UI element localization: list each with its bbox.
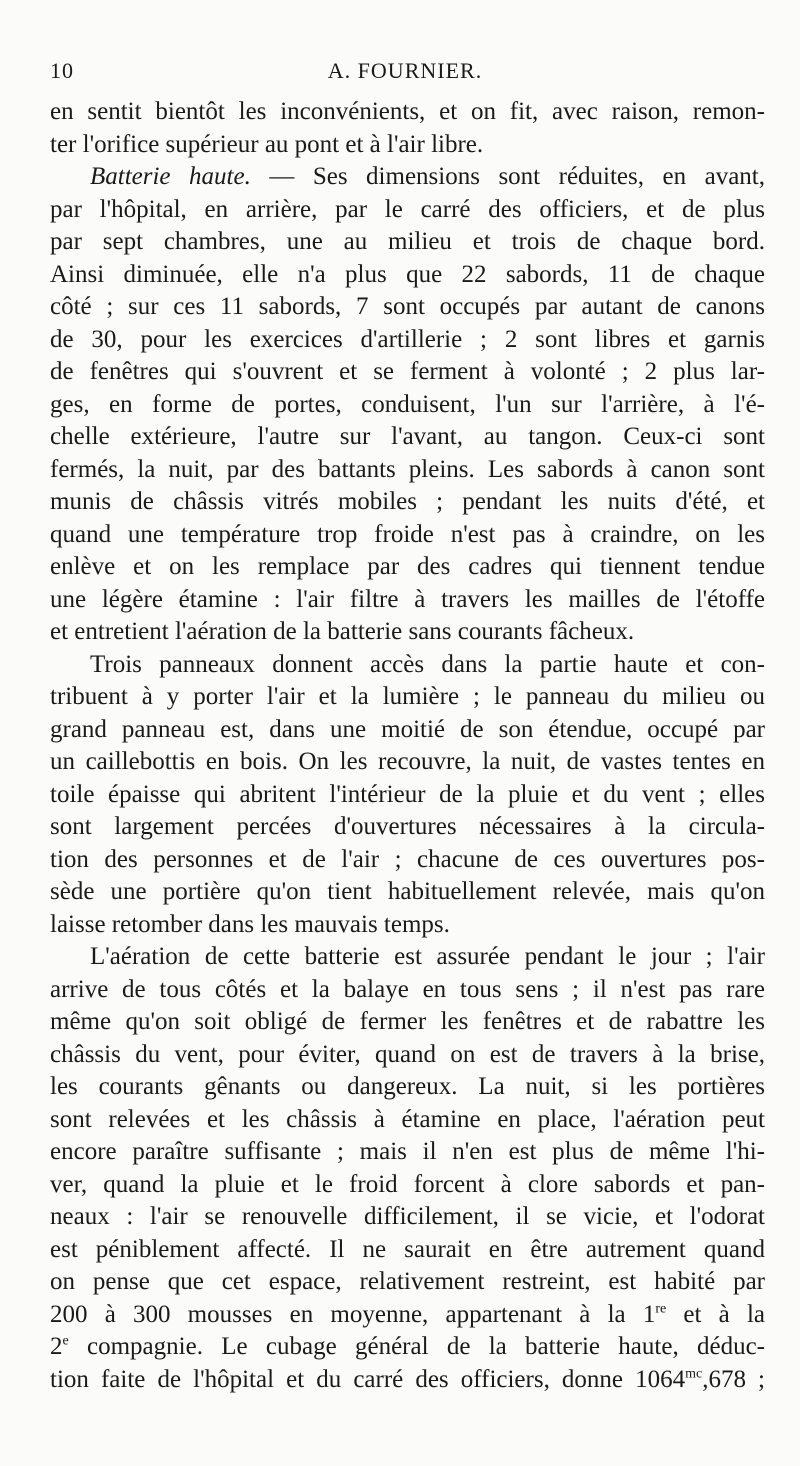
text-line: Trois panneaux donnent accès dans la partie haute et con- <box>90 650 765 678</box>
page-header <box>50 58 760 88</box>
text-line: ges, en forme de portes, conduisent, l'un sur l'arrière, à l'é- <box>50 390 765 418</box>
running-title: A. FOURNIER. <box>327 58 483 83</box>
text-line: munis de châssis vitrés mobiles ; pendant les nuits d'été, et <box>50 488 765 515</box>
unit-superscript: mc <box>685 1366 703 1382</box>
text-line: et entretient l'aération de la batterie sans courants fâcheux. <box>50 618 635 645</box>
text-line: un caillebottis en bois. On les recouvre, la nuit, de vastes tentes en <box>50 748 765 775</box>
text-line: est péniblement affecté. Il ne saurait en être autrement quand <box>50 1235 765 1263</box>
text-line: on pense que cet espace, relativement restreint, est habité par <box>50 1268 765 1295</box>
text-line: neaux : l'air se renouvelle difficilement, il se vicie, et l'odorat <box>50 1203 765 1230</box>
text-line: ver, quand la pluie et le froid forcent à clore sabords et pan- <box>50 1170 765 1198</box>
text-line: enlève et on les remplace par des cadres qui tiennent tendue <box>50 553 765 580</box>
text-line: toile épaisse qui abritent l'intérieur de la pluie et du vent ; elles <box>50 780 765 808</box>
text-line: encore paraître suffisante ; mais il n'en est plus de même l'hi- <box>50 1138 765 1165</box>
text-line: côté ; sur ces 11 sabords, 7 sont occupés par autant de canons <box>50 293 765 320</box>
ordinal-superscript: e <box>62 1333 69 1349</box>
text-line: par l'hôpital, en arrière, par le carré des officiers, et de plus <box>50 195 765 223</box>
text-line: tion des personnes et de l'air ; chacune de ces ouvertures pos- <box>50 845 765 873</box>
text-line: tribuent à y porter l'air et la lumière ; le panneau du milieu ou <box>50 683 765 710</box>
text-line <box>50 1299 765 1332</box>
text-line: sont relevées et les châssis à étamine en place, l'aération peut <box>50 1105 765 1133</box>
text-line: une légère étamine : l'air filtre à travers les mailles de l'étoffe <box>50 585 765 613</box>
text-segment: compagnie. Le cubage général de la batterie haute, déduc- <box>68 1333 765 1360</box>
text-line: fermés, la nuit, par des battants pleins. Les sabords à canon sont <box>50 455 765 483</box>
text-line: sont largement percées d'ouvertures nécessaires à la circula- <box>50 813 765 840</box>
text-line <box>50 1331 765 1364</box>
ordinal-superscript: re <box>655 1301 667 1317</box>
text-line: Ainsi diminuée, elle n'a plus que 22 sabords, 11 de chaque <box>50 260 765 288</box>
text-segment: tion faite de l'hôpital et du carré des officiers, donne 1064 <box>50 1365 686 1393</box>
section-heading: Batterie haute. <box>90 163 251 190</box>
text-segment: Ses dimensions sont réduites, en avant, <box>312 163 765 190</box>
page-number: 10 <box>50 58 74 83</box>
text-line: L'aération de cette batterie est assurée pendant le jour ; l'air <box>90 943 765 970</box>
text-line: laisse retomber dans les mauvais temps. <box>50 910 450 938</box>
text-line: ter l'orifice supérieur au pont et à l'air libre. <box>50 130 484 158</box>
text-segment: ,678 ; <box>702 1365 765 1393</box>
text-line: grand panneau est, dans une moitié de son étendue, occupé par <box>50 715 765 743</box>
text-line: en sentit bientôt les inconvénients, et on fit, avec raison, remon- <box>50 98 765 125</box>
text-line: de 30, pour les exercices d'artillerie ; 2 sont libres et garnis <box>50 325 765 353</box>
text-line: chelle extérieure, l'autre sur l'avant, au tangon. Ceux-ci sont <box>50 423 765 450</box>
body-text <box>50 96 765 1396</box>
text-line: par sept chambres, une au milieu et trois de chaque bord. <box>50 228 765 255</box>
text-line: arrive de tous côtés et la balaye en tous sens ; il n'est pas rare <box>50 975 765 1003</box>
text-line: sède une portière qu'on tient habituellement relevée, mais qu'on <box>50 878 765 905</box>
text-line: Batterie haute. — Ses dimensions sont réduites, en avant, <box>90 163 765 190</box>
text-line: les courants gênants ou dangereux. La nuit, si les portières <box>50 1073 765 1100</box>
text-segment: 2 <box>50 1333 63 1360</box>
text-line: quand une température trop froide n'est pas à craindre, on les <box>50 520 765 548</box>
text-line: de fenêtres qui s'ouvrent et se ferment à volonté ; 2 plus lar- <box>50 358 765 385</box>
text-line: châssis du vent, pour éviter, quand on est de travers à la brise, <box>50 1040 765 1068</box>
text-line: même qu'on soit obligé de fermer les fenêtres et de rabattre les <box>50 1008 765 1035</box>
text-line <box>50 1364 765 1397</box>
text-segment: 200 à 300 mousses en moyenne, appartenant à la 1 <box>50 1300 656 1328</box>
text-segment: et à la <box>666 1300 765 1328</box>
